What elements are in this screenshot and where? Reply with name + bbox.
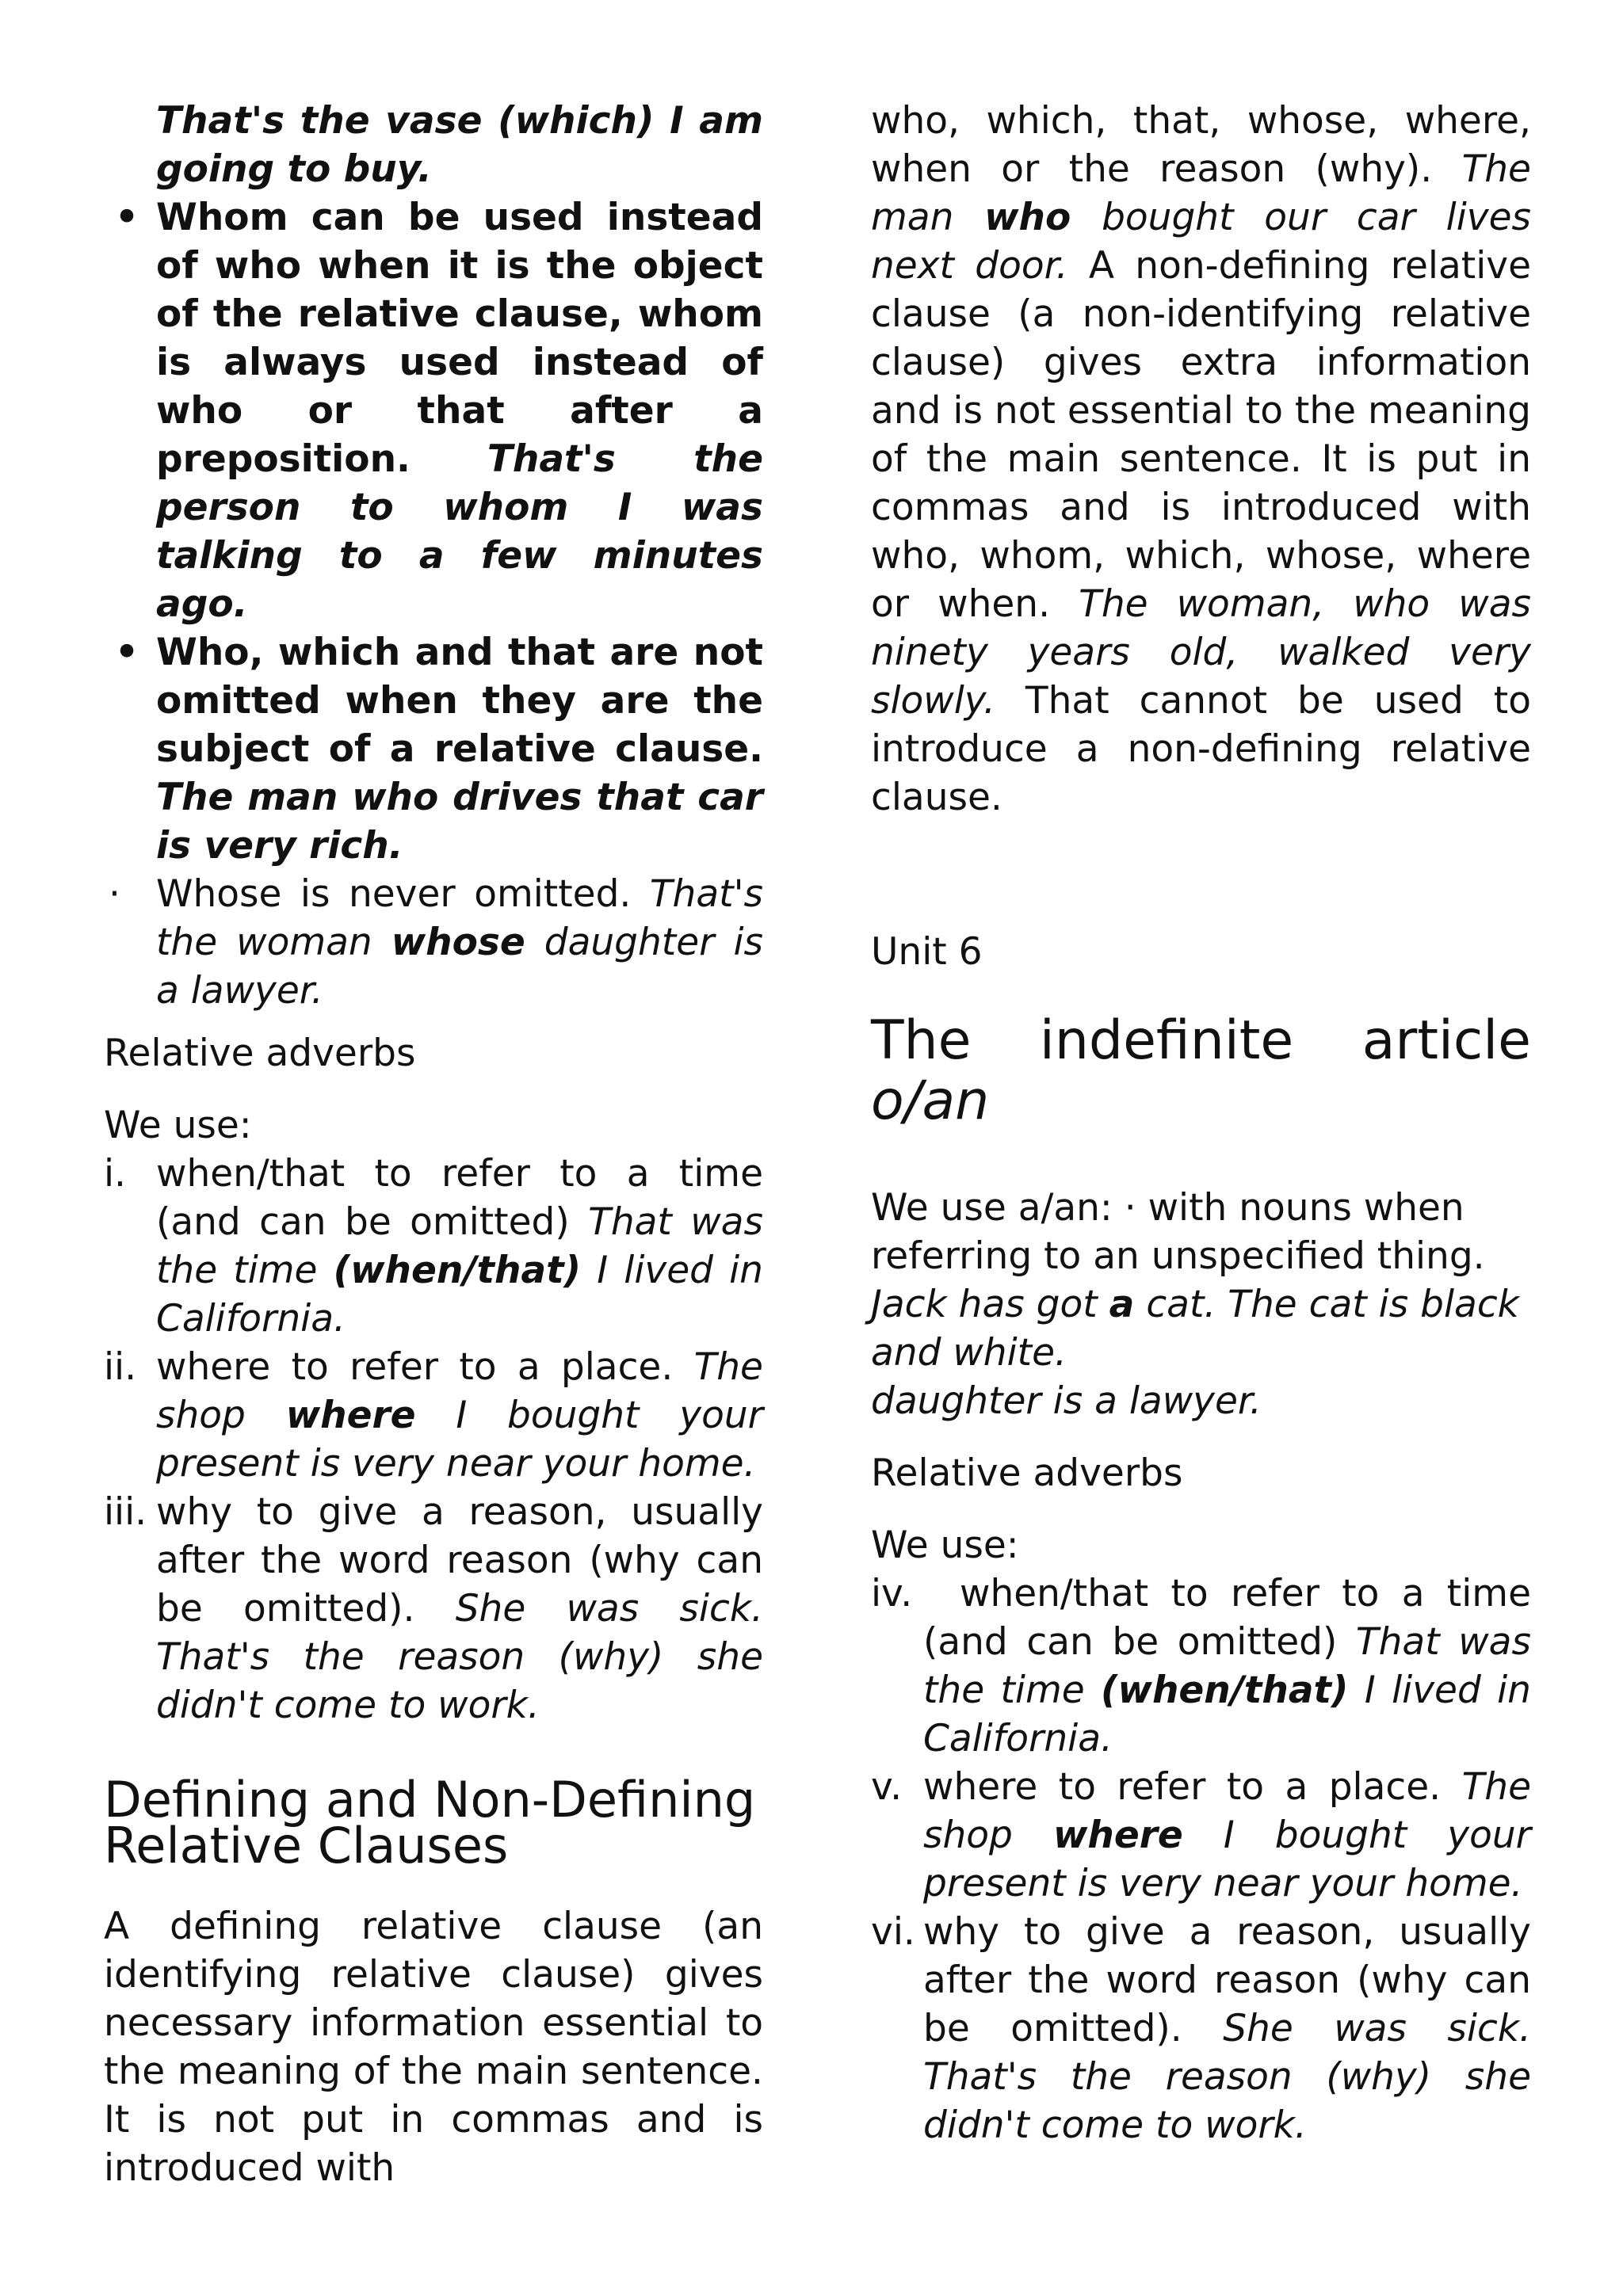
adverb-text: why to give a reason, usually after the word reason (why can be omitted). <box>156 1490 763 1630</box>
bullet-item-who-which-that <box>104 628 763 870</box>
relative-adverbs-heading: Relative adverbs <box>871 1451 1183 1495</box>
paragraph-text: who, which, that, whose, where, when or the reason (why). <box>871 99 1531 191</box>
adverb-example-bold: where <box>285 1394 416 1437</box>
adverb-item-where <box>871 1763 1531 1908</box>
adverb-item-why <box>871 1908 1531 2149</box>
daughter-line: daughter is a lawyer. <box>871 1379 1262 1423</box>
aan-example: cat. The cat is black and white. <box>871 1283 1519 1375</box>
adverb-item-where <box>104 1343 763 1488</box>
relative-adverbs-heading: Relative adverbs <box>104 1032 416 1075</box>
adverb-example: I bought your present is very near your home. <box>156 1394 763 1486</box>
bullet-example-bold: whose <box>391 921 525 964</box>
aan-usage-text: We use a/an: · with nouns when referring to an unspecified thing. <box>871 1186 1485 1278</box>
example-text: The man <box>871 147 1531 239</box>
list-marker: ii. <box>104 1345 137 1389</box>
adverb-example: She was sick. That's the reason (why) she didn't come to work. <box>923 2007 1531 2147</box>
example-bold: who <box>984 196 1071 239</box>
adverb-item-when <box>104 1150 763 1343</box>
list-marker: i. <box>104 1152 126 1196</box>
bullet-item-whose <box>104 870 763 1015</box>
bullet-marker: • <box>115 196 139 239</box>
list-marker: iv. <box>871 1572 913 1615</box>
article-heading-italic: o/an <box>871 1070 990 1132</box>
we-use-label: We use: <box>871 1524 1019 1567</box>
adverb-example-bold: where <box>1052 1814 1183 1857</box>
bullet-item-whom <box>104 193 763 628</box>
bullet-example: That's the person to whom I was talking to a few minutes ago. <box>156 437 763 626</box>
adverb-text: when/that to refer to a time (and can be omitted) <box>923 1572 1531 1664</box>
adverb-text: why to give a reason, usually after the word reason (why can be omitted). <box>923 1910 1531 2050</box>
adverb-example-bold: (when/that) <box>333 1249 582 1292</box>
aan-example-bold: a <box>1109 1283 1135 1326</box>
bullet-example: The man who drives that car is very rich. <box>156 776 763 868</box>
defining-heading: Defining and Non-Defining Relative Clauses <box>104 1771 756 1875</box>
bullet-example-part: That <box>649 872 734 916</box>
example-text: bought our car lives next door. <box>871 196 1531 288</box>
relative-clause-paragraph <box>871 97 1531 822</box>
article-heading-text: The indefinite article <box>871 1009 1531 1072</box>
list-marker: iii. <box>104 1490 147 1534</box>
example-text: The woman, who was ninety years old, walked very slowly. <box>871 582 1531 723</box>
adverb-example: That was the time <box>156 1200 763 1292</box>
adverb-item-why <box>104 1488 763 1730</box>
left-column <box>104 97 763 2192</box>
paragraph-text: A non-defining relative clause (a non-identifying relative clause) gives extra information and is not essential to the meaning of the main sentence. It is put in commas and is introduced with who, whom, which, whose, where or when. <box>871 244 1531 626</box>
adverb-example: I bought your present is very near your home. <box>923 1814 1531 1905</box>
adverb-text: when/that to refer to a time (and can be omitted) <box>156 1152 763 1244</box>
adverb-example: She was sick. That's the reason (why) she didn't come to work. <box>156 1587 763 1727</box>
adverb-example-bold: (when/that) <box>1101 1669 1349 1712</box>
adverb-example: I lived in California. <box>156 1249 763 1341</box>
bullet-marker: • <box>115 631 139 674</box>
bullet-text: Whose is never omitted. <box>156 872 632 916</box>
unit-label: Unit 6 <box>871 930 983 974</box>
adverb-example: That was the time <box>923 1620 1531 1712</box>
bullet-example-part: 's the woman <box>156 872 763 964</box>
list-marker: vi. <box>871 1910 915 1954</box>
we-use-label: We use: <box>104 1104 252 1147</box>
defining-paragraph: A defining relative clause (an identifying relative clause) gives necessary information essential to the meaning of the main sentence. It is not put in commas and is introduced with <box>104 1905 763 2190</box>
adverb-text: where to refer to a place. <box>923 1765 1442 1809</box>
aan-usage <box>871 1184 1531 1377</box>
article-heading <box>871 1011 1531 1131</box>
adverb-example: I lived in California. <box>923 1669 1531 1760</box>
list-marker: v. <box>871 1765 903 1809</box>
paragraph-text: That cannot be used to introduce a non-defining relative clause. <box>871 679 1531 819</box>
adverb-example: The shop <box>923 1765 1531 1857</box>
aan-example: Jack has got <box>871 1283 1098 1326</box>
bullet-marker: · <box>109 872 120 916</box>
bullet-text: Whom can be used instead of who when it is the object of the relative clause, whom is always used instead of who or that after a preposition. <box>156 196 763 481</box>
bullet-example-part: daughter is a lawyer. <box>156 921 763 1013</box>
right-column <box>871 97 1531 2149</box>
adverb-text: where to refer to a place. <box>156 1345 674 1389</box>
adverb-example: The shop <box>156 1345 763 1437</box>
adverb-item-when <box>871 1569 1531 1763</box>
intro-example: That's the vase (which) I am going to buy. <box>156 99 763 191</box>
bullet-text: Who, which and that are not omitted when they are the subject of a relative clause. <box>156 631 763 771</box>
